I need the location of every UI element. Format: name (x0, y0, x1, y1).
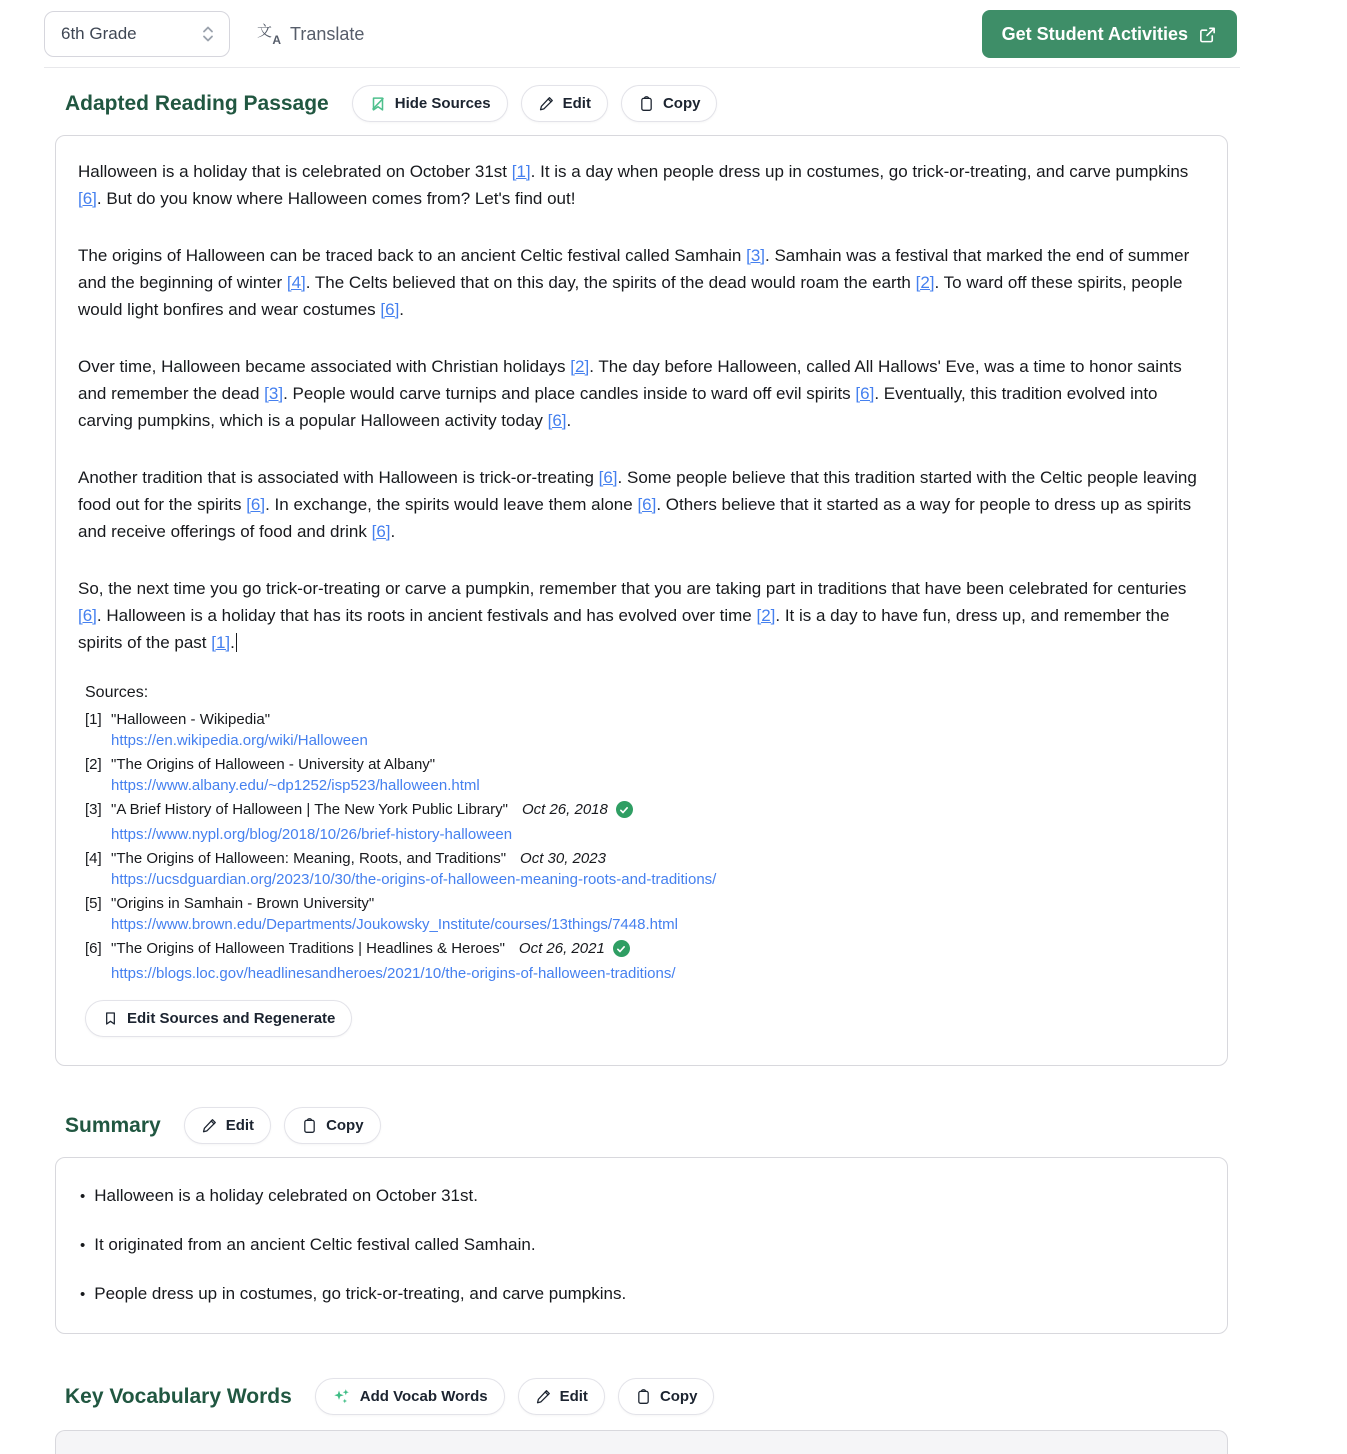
source-number: [6] (85, 940, 102, 957)
top-toolbar (0, 0, 1347, 67)
summary-card (55, 1157, 1228, 1334)
citation-link-6[interactable]: [6] (371, 522, 391, 541)
source-item (85, 799, 1205, 845)
passage-section-title: Adapted Reading Passage (65, 91, 329, 115)
source-item (85, 709, 1205, 751)
grade-level-select[interactable] (44, 11, 230, 57)
edit-sources-regenerate-label: Edit Sources and Regenerate (127, 1010, 336, 1027)
summary-edit-label: Edit (225, 1117, 255, 1134)
citation-link-6[interactable]: [6] (547, 411, 567, 430)
summary-copy-button[interactable] (284, 1107, 381, 1144)
source-item (85, 754, 1205, 796)
source-date: Oct 30, 2023 (520, 850, 606, 867)
pencil-icon (538, 95, 555, 112)
source-item (85, 938, 1205, 984)
verified-check-icon (616, 801, 633, 818)
citation-link-6[interactable]: [6] (637, 495, 657, 514)
source-date: Oct 26, 2021 (518, 940, 605, 957)
add-vocab-words-button[interactable] (315, 1378, 505, 1415)
clipboard-icon (635, 1388, 652, 1405)
get-student-activities-label: Get Student Activities (1001, 23, 1188, 44)
grade-level-value: 6th Grade (61, 24, 137, 43)
citation-link-6[interactable]: [6] (380, 300, 400, 319)
source-item (85, 848, 1205, 890)
passage-card (55, 135, 1228, 1066)
source-url-link[interactable]: https://www.nypl.org/blog/2018/10/26/brief-history-halloween (111, 826, 513, 843)
source-url-link[interactable]: https://en.wikipedia.org/wiki/Halloween (111, 732, 368, 749)
passage-paragraph: So, the next time you go trick-or-treating or carve a pumpkin, remember that you are taking part in traditions that have been celebrated for centuries [6]. Halloween is a holiday that has its roots in ancient festivals and has evolved over time [2]. It is a day to have fun, dress up, and remember the spirits of the past [1]. (78, 579, 1187, 652)
citation-link-2[interactable]: [2] (915, 273, 935, 292)
passage-copy-button[interactable] (621, 85, 718, 122)
source-url-link[interactable]: https://ucsdguardian.org/2023/10/30/the-origins-of-halloween-meaning-roots-and-traditions/ (111, 871, 717, 888)
source-number: [2] (85, 756, 102, 773)
summary-bullet-list (78, 1184, 1205, 1307)
translate-button[interactable] (257, 22, 364, 46)
text-cursor (236, 633, 238, 652)
clipboard-icon (301, 1117, 318, 1134)
vocab-copy-label: Copy (659, 1388, 698, 1405)
translate-label: Translate (290, 23, 365, 44)
citation-link-6[interactable]: [6] (855, 384, 875, 403)
citation-link-4[interactable]: [4] (286, 273, 306, 292)
source-number: [1] (85, 711, 102, 728)
passage-paragraph: The origins of Halloween can be traced back to an ancient Celtic festival called Samhain [3]. Samhain was a festival that marked the end of summer and the beginning of winter [4]. The Celts believed that on this day, the spirits of the dead would roam the earth [2]. To ward off these spirits, people would light bonfires and wear costumes [6]. (78, 246, 1190, 319)
citation-link-2[interactable]: [2] (570, 357, 590, 376)
bookmark-slash-icon (369, 95, 387, 113)
citation-link-3[interactable]: [3] (746, 246, 765, 265)
source-title: "A Brief History of Halloween | The New York Public Library" (111, 801, 508, 818)
source-number: [4] (85, 850, 102, 867)
pencil-icon (535, 1388, 552, 1405)
chevron-updown-icon (201, 24, 215, 44)
sources-list (78, 709, 1205, 984)
edit-sources-regenerate-button[interactable] (85, 1000, 352, 1037)
vocab-section-header (65, 1378, 1347, 1415)
source-url-link[interactable]: https://blogs.loc.gov/headlinesandheroes/2021/10/the-origins-of-halloween-traditions/ (111, 965, 676, 982)
citation-link-6[interactable]: [6] (78, 606, 97, 625)
summary-section-title: Summary (65, 1113, 161, 1137)
passage-paragraph: Halloween is a holiday that is celebrated on October 31st [1]. It is a day when people dress up in costumes, go trick-or-treating, and carve pumpkins [6]. But do you know where Halloween comes from? Let's find out! (78, 162, 1189, 208)
source-number: [5] (85, 895, 102, 912)
vocab-section-title: Key Vocabulary Words (65, 1384, 292, 1408)
citation-link-6[interactable]: [6] (78, 189, 97, 208)
citation-link-3[interactable]: [3] (264, 384, 284, 403)
citation-link-1[interactable]: [1] (511, 162, 531, 181)
source-number: [3] (85, 801, 102, 818)
vocab-edit-label: Edit (559, 1388, 588, 1405)
source-title: "Origins in Samhain - Brown University" (111, 895, 375, 912)
summary-copy-label: Copy (326, 1117, 364, 1134)
hide-sources-button[interactable] (352, 85, 508, 122)
passage-edit-label: Edit (562, 95, 591, 112)
sources-label: Sources: (85, 684, 149, 701)
citation-link-1[interactable]: [1] (211, 633, 231, 652)
add-vocab-words-label: Add Vocab Words (359, 1388, 488, 1405)
source-url-link[interactable]: https://www.brown.edu/Departments/Joukowsky_Institute/courses/13things/7448.html (111, 916, 678, 933)
verified-check-icon (613, 940, 630, 957)
summary-bullet: • It originated from an ancient Celtic festival called Samhain. (80, 1233, 1205, 1258)
clipboard-icon (638, 95, 655, 112)
source-title: "Halloween - Wikipedia" (111, 711, 271, 728)
source-date: Oct 26, 2018 (521, 801, 608, 818)
source-url-link[interactable]: https://www.albany.edu/~dp1252/isp523/halloween.html (111, 777, 480, 794)
external-link-icon (1198, 25, 1217, 44)
citation-link-2[interactable]: [2] (756, 606, 776, 625)
passage-edit-button[interactable] (521, 85, 608, 122)
passage-text (78, 158, 1205, 656)
vocab-edit-button[interactable] (518, 1378, 605, 1415)
passage-paragraph: Over time, Halloween became associated with Christian holidays [2]. The day before Halloween, called All Hallows' Eve, was a time to honor saints and remember the dead [3]. People would carve turnips and place candles inside to ward off evil spirits [6]. Eventually, this tradition evolved into carving pumpkins, which is a popular Halloween activity today [6]. (78, 357, 1182, 430)
pencil-icon (201, 1117, 218, 1134)
summary-edit-button[interactable] (184, 1107, 271, 1144)
bookmark-icon (102, 1010, 119, 1027)
passage-paragraph: Another tradition that is associated with Halloween is trick-or-treating [6]. Some people believe that this tradition started with the Celtic people leaving food out for the spirits [6]. In exchange, the spirits would leave them alone [6]. Others believe that it started as a way for people to dress up as spirits and receive offerings of food and drink [6]. (78, 468, 1197, 541)
source-title: "The Origins of Halloween - University at Albany" (111, 756, 436, 773)
source-title: "The Origins of Halloween: Meaning, Roots, and Traditions" (111, 850, 507, 867)
citation-link-6[interactable]: [6] (246, 495, 266, 514)
passage-section-header (65, 85, 1347, 122)
passage-copy-label: Copy (662, 95, 701, 112)
vocab-card-top (55, 1430, 1228, 1454)
summary-section-header (65, 1107, 1347, 1144)
translate-icon: 文 A (257, 23, 281, 47)
vocab-copy-button[interactable] (618, 1378, 715, 1415)
citation-link-6[interactable]: [6] (598, 468, 618, 487)
source-item (85, 893, 1205, 935)
sparkles-icon (332, 1387, 352, 1407)
summary-bullet: • Halloween is a holiday celebrated on October 31st. (80, 1184, 1205, 1209)
source-title: "The Origins of Halloween Traditions | Headlines & Heroes" (111, 940, 505, 957)
hide-sources-label: Hide Sources (394, 95, 491, 112)
get-student-activities-button[interactable] (982, 10, 1237, 58)
toolbar-divider (44, 67, 1240, 68)
summary-bullet: • People dress up in costumes, go trick-or-treating, and carve pumpkins. (80, 1282, 1205, 1307)
